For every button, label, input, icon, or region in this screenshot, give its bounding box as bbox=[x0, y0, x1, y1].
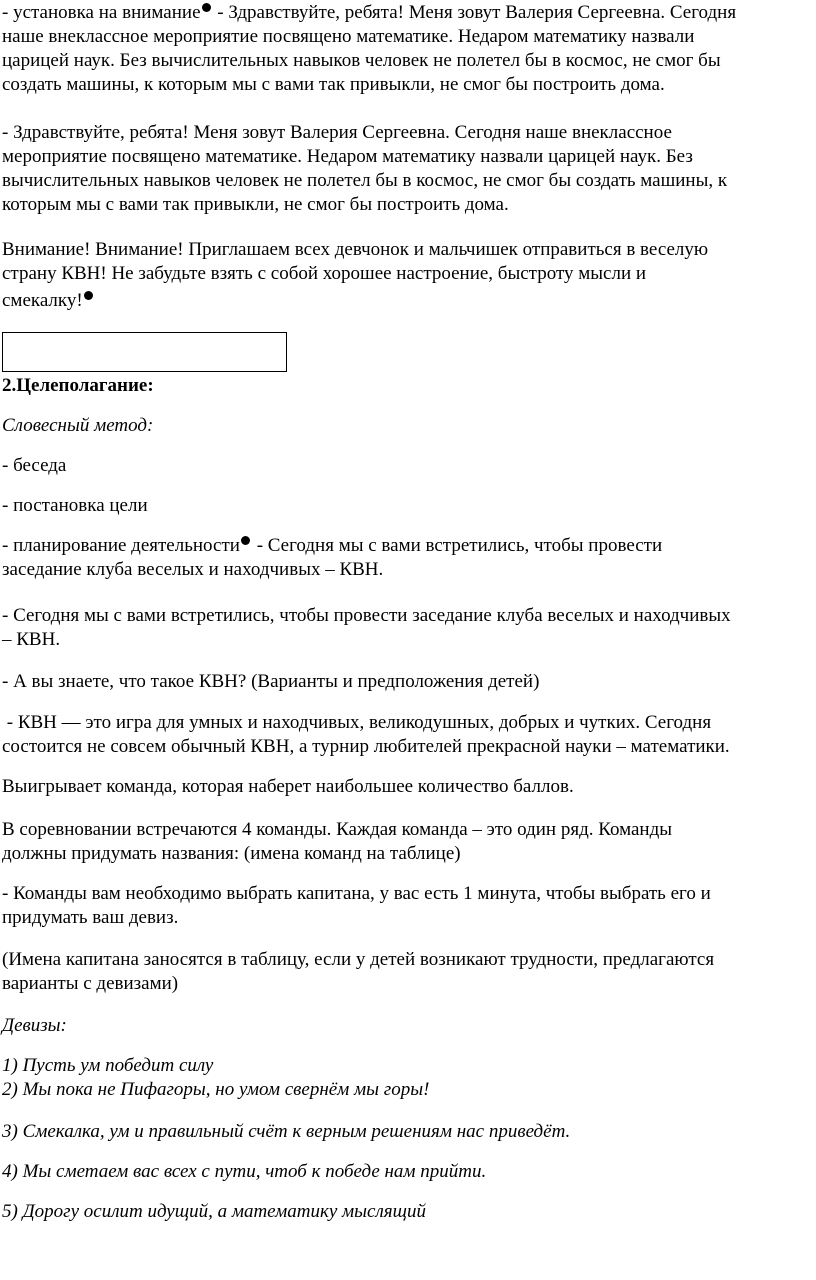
text-line: - Здравствуйте, ребята! Меня зовут Валерия Сергеевна. Сегодня наше внеклассное bbox=[2, 122, 672, 143]
text-line: - установка на внимание - Здравствуйте, ребята! Меня зовут Валерия Сергеевна. Сегодня bbox=[2, 2, 737, 23]
paragraph-names bbox=[2, 948, 714, 996]
text-line: создать машины, к которым мы с вами так привыкли, не смог бы построить дома. bbox=[2, 74, 665, 95]
paragraph-teams bbox=[2, 818, 672, 866]
text-line: заседание клуба веселых и находчивых – КВН. bbox=[2, 559, 384, 580]
paragraph-question: - А вы знаете, что такое КВН? (Варианты и предположения детей) bbox=[2, 671, 540, 692]
paragraph-greeting bbox=[2, 121, 727, 217]
bullet-dot-icon bbox=[202, 3, 211, 12]
text-line: - КВН — это игра для умных и находчивых, великодушных, добрых и чутких. Сегодня bbox=[2, 712, 712, 733]
bullet-dot-icon bbox=[84, 291, 93, 300]
text-line: смекалку! bbox=[2, 286, 708, 316]
text-line: состоится не совсем обычный КВН, а турнир любителей прекрасной науки – математики. bbox=[2, 736, 730, 757]
motto-item: 5) Дорогу осилит идущий, а математику мыслящий bbox=[2, 1201, 426, 1222]
paragraph-captain bbox=[2, 882, 711, 930]
motto-item: 4) Мы сметаем вас всех с пути, чтоб к победе нам прийти. bbox=[2, 1161, 487, 1182]
text-line: наше внеклассное мероприятие посвящено математике. Недаром математику назвали bbox=[2, 26, 695, 47]
text-line: придумать ваш девиз. bbox=[2, 907, 179, 928]
motto-list bbox=[2, 1054, 429, 1102]
paragraph-wins: Выигрывает команда, которая наберет наибольшее количество баллов. bbox=[2, 776, 574, 797]
paragraph-invitation bbox=[2, 238, 708, 316]
paragraph-attention bbox=[2, 1, 736, 97]
text-line: В соревновании встречаются 4 команды. Каждая команда – это один ряд. Команды bbox=[2, 819, 673, 840]
text-line: (Имена капитана заносятся в таблицу, если у детей возникают трудности, предлагаются bbox=[2, 949, 715, 970]
motto-item: 1) Пусть ум победит силу bbox=[2, 1055, 214, 1076]
text-line: – КВН. bbox=[2, 629, 61, 650]
mottos-title: Девизы: bbox=[2, 1015, 67, 1036]
motto-item: 3) Смекалка, ум и правильный счёт к верным решениям нас приведёт. bbox=[2, 1121, 571, 1142]
paragraph-meeting bbox=[2, 604, 731, 652]
text-line: варианты с девизами) bbox=[2, 973, 179, 994]
motto-item: 2) Мы пока не Пифагоры, но умом свернём мы горы! bbox=[2, 1079, 430, 1100]
empty-frame bbox=[2, 332, 287, 372]
text-line: - планирование деятельности - Сегодня мы с вами встретились, чтобы провести bbox=[2, 535, 663, 556]
text-line: царицей наук. Без вычислительных навыков человек не полетел бы в космос, не смог бы bbox=[2, 50, 721, 71]
paragraph-planning bbox=[2, 534, 662, 582]
text-line: Внимание! Внимание! Приглашаем всех девчонок и мальчишек отправиться в веселую bbox=[2, 239, 709, 260]
text-line: - Команды вам необходимо выбрать капитана, у вас есть 1 минута, чтобы выбрать его и bbox=[2, 883, 711, 904]
paragraph-kvn bbox=[2, 711, 730, 759]
text-line: которым мы с вами так привыкли, не смог бы построить дома. bbox=[2, 194, 509, 215]
text-line: вычислительных навыков человек не полетел бы в космос, не смог бы создать машины, к bbox=[2, 170, 728, 191]
list-item: - постановка цели bbox=[2, 495, 148, 516]
list-item: - беседа bbox=[2, 455, 67, 476]
section-heading: 2.Целеполагание: bbox=[2, 375, 154, 396]
method-label: Словесный метод: bbox=[2, 415, 154, 436]
text-line: должны придумать названия: (имена команд на таблице) bbox=[2, 843, 461, 864]
text-line: мероприятие посвящено математике. Недаром математику назвали царицей наук. Без bbox=[2, 146, 693, 167]
bullet-dot-icon bbox=[241, 536, 250, 545]
text-line: страну КВН! Не забудьте взять с собой хорошее настроение, быстроту мысли и bbox=[2, 263, 647, 284]
text-line: - Сегодня мы с вами встретились, чтобы провести заседание клуба веселых и находчивых bbox=[2, 605, 731, 626]
